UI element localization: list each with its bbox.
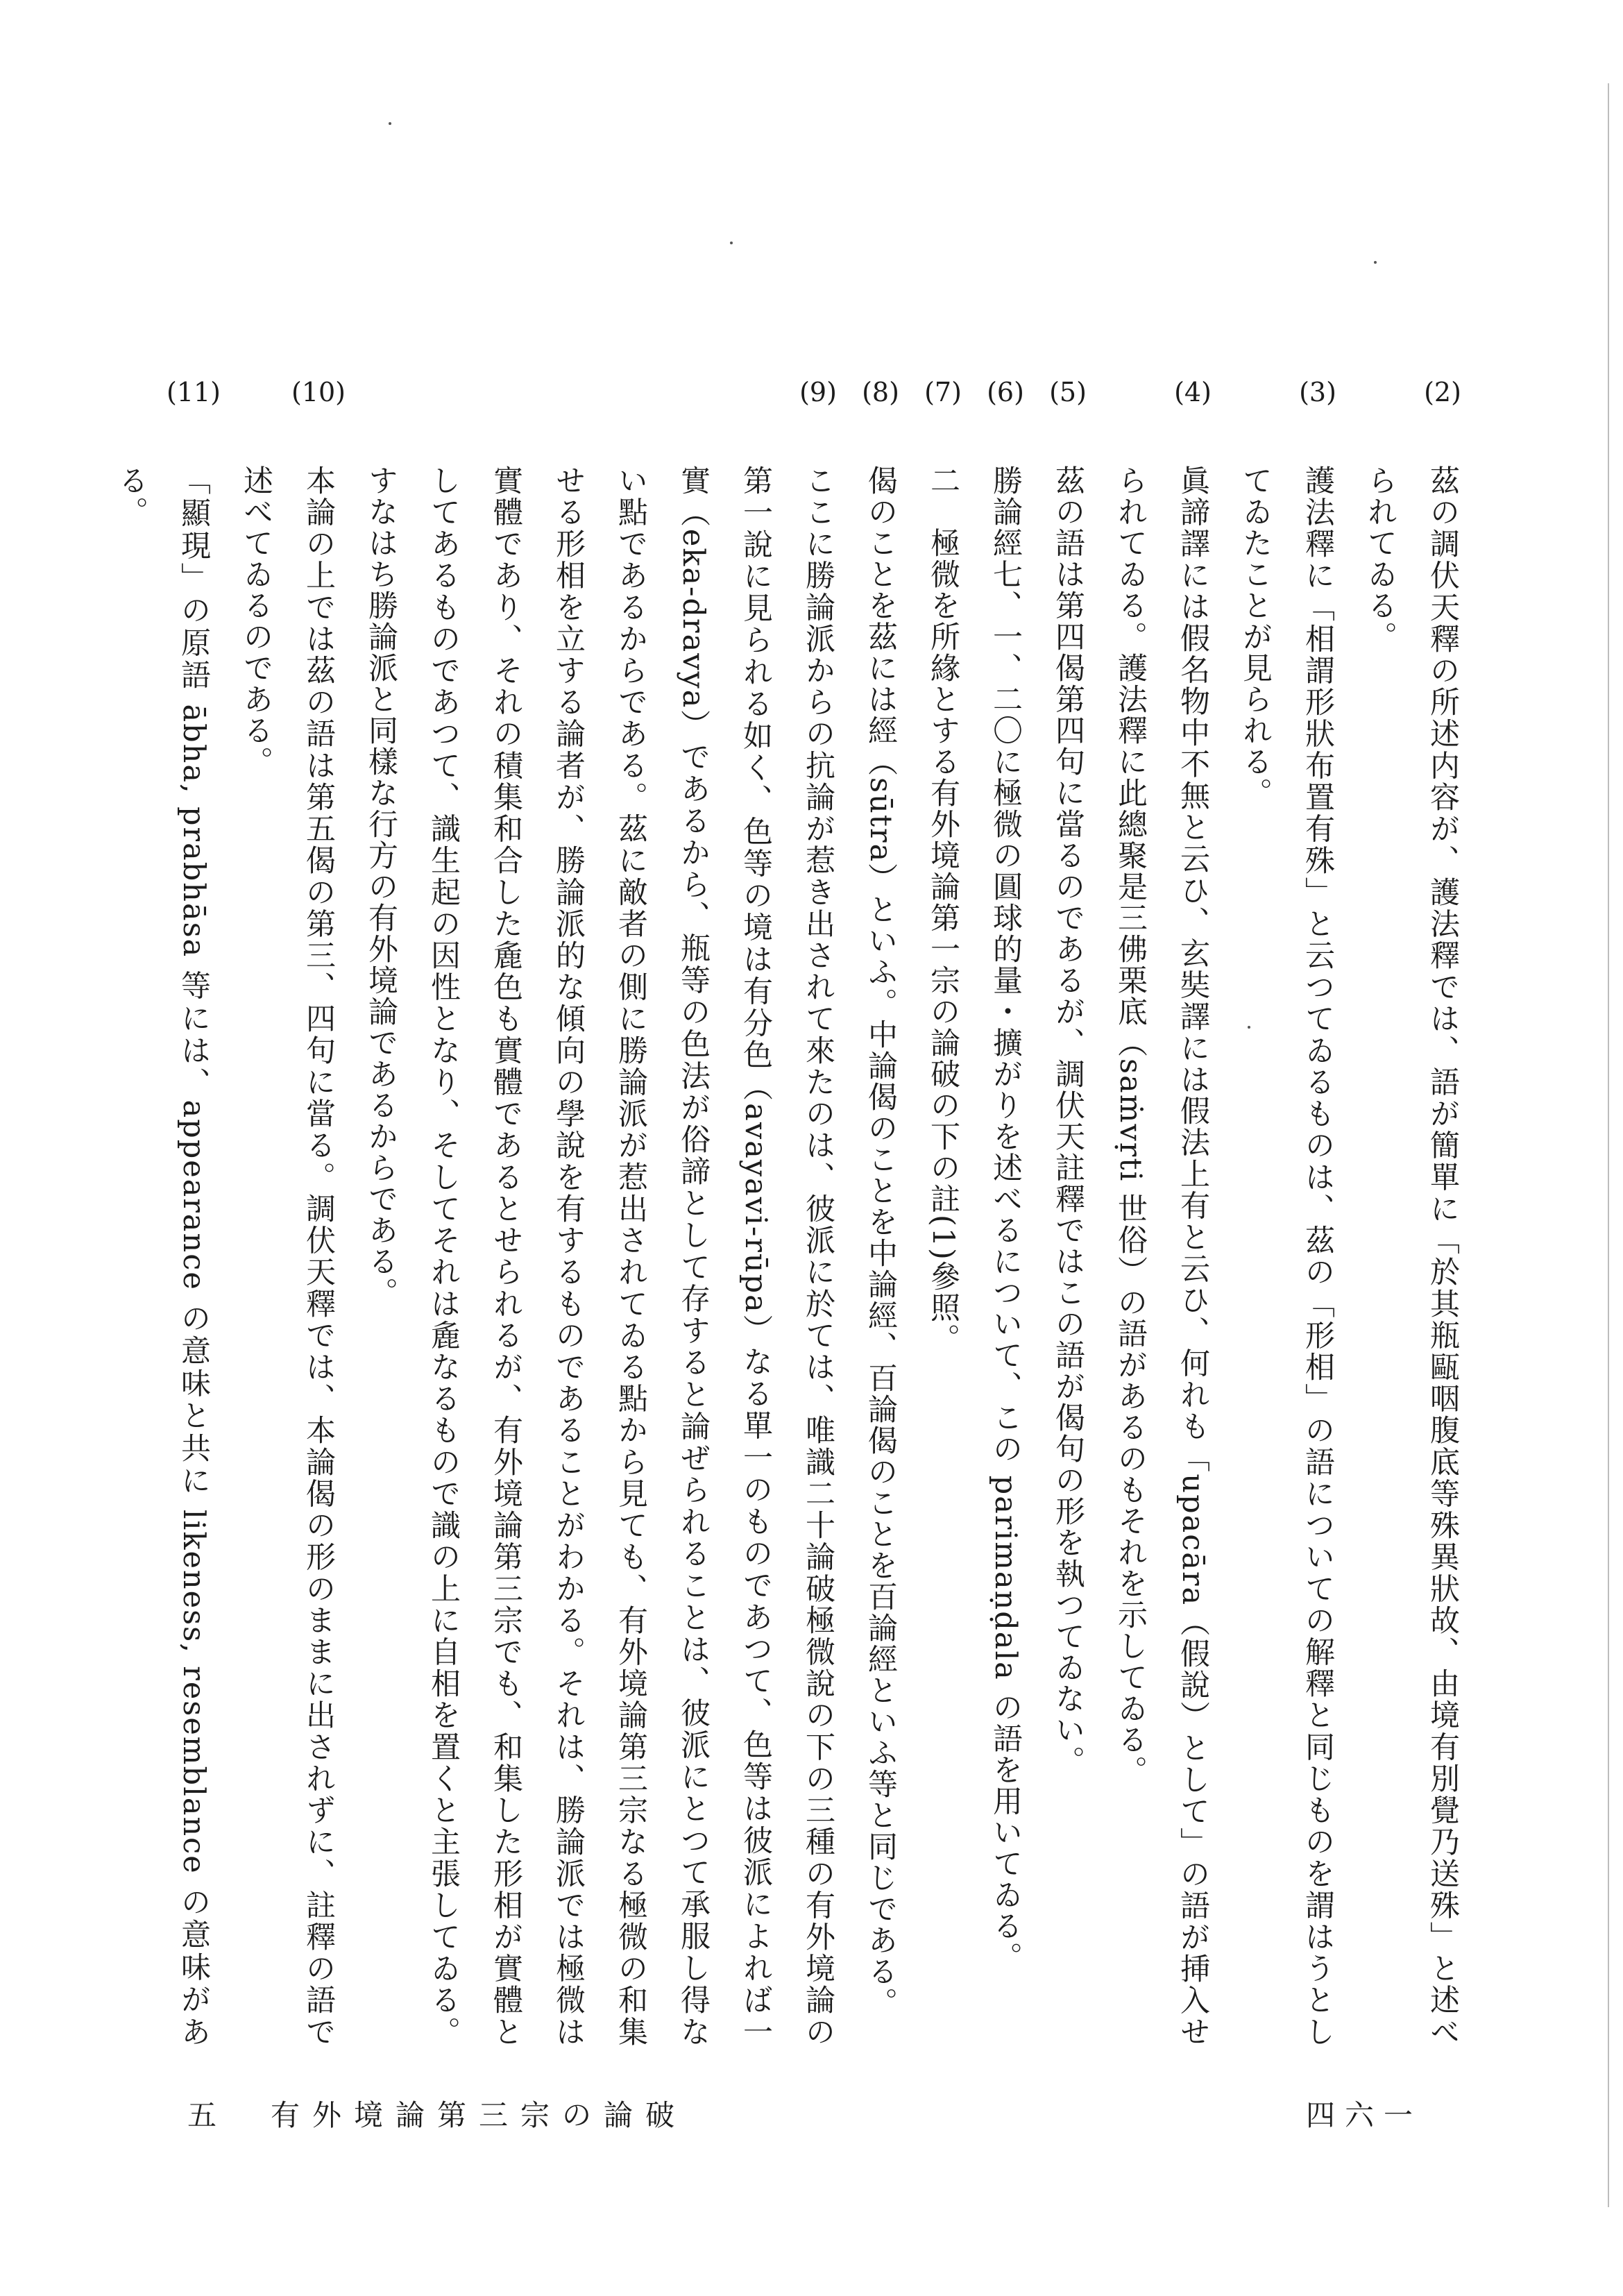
footnote-number: (7) [924,377,962,407]
running-title: 五 有外境論第三宗の論破 [187,2098,688,2132]
footnote-text: 護法釋に「相謂形狀布置有殊」と云つてゐるものは、茲の「形相」の語についての解釋と同じものを謂はうとしてゐたことが見られる。 [1238,465,1335,2048]
footnote-4 [1099,361,1224,2048]
footnote-7 [912,361,974,2048]
footnote-6 [974,361,1037,2048]
page-number: 四六一 [1305,2098,1422,2132]
footnote-3 [1224,361,1349,2048]
footnote-2 [1349,361,1474,2048]
footnote-text: 「顯現」の原語 ābha, prabhāsa 等には、appearance の意味と共に likeness, resemblance の意味がある。 [114,465,211,2048]
footnote-number: (9) [799,377,837,407]
footnote-text: 二 極微を所緣とする有外境論第一宗の論破の下の註(1)參照。 [926,465,960,1355]
footnote-number: (6) [987,377,1024,407]
footnote-text: ここに勝論派からの抗論が惹き出されて來たのは、彼派に於ては、唯識二十論破極微說の下の三種の有外境論の第一說に見られる如く、色等の境は有分色（avayavi-rūpa）なる單一のものであつて、色等は彼派によれば一實（eka-dravya）であるから、瓶等の色法が俗諦として存すると論ぜられることは、彼派にとつて承服し得ない點であるからである。茲に敵者の側に勝論派が惹出されてゐる點から見ても、有外境論第三宗なる極微の和集せる形相を立する論者が、勝論派的な傾向の學說を有するものであることがわかる。それは、勝論派では極微は實體であり、それの積集和合した麁色も實體であるとせられるが、有外境論第三宗でも、和集した形相が實體としてあるものであつて、識生起の因性となり、そしてそれは麁なるもので識の上に自相を置くと主張してゐる。すなはち勝論派と同樣な行方の有外境論であるからである。 [364,465,835,2048]
footnotes-block [114,361,1474,2048]
footnote-number: (2) [1424,377,1461,407]
page-footer [187,2093,1422,2148]
footnote-10 [225,361,350,2048]
footnote-number: (11) [167,377,221,407]
footnote-number: (8) [862,377,899,407]
footnote-number: (4) [1174,377,1212,407]
footnote-text: 本論の上では茲の語は第五偈の第三、四句に當る。調伏天釋では、本論偈の形のままに出されずに、註釋の語で述べてゐるのである。 [239,465,336,2048]
footnote-text: 勝論經七、一、二〇に極微の圓球的量・擴がりを述べるについて、この parimaṇḍala の語を用いてゐる。 [988,465,1023,1973]
footnote-number: (5) [1049,377,1087,407]
scan-speck [389,122,391,125]
scan-speck [730,242,733,244]
scan-edge-line [1608,83,1609,2207]
footnote-text: 茲の調伏天釋の所述内容が、護法釋では、語が簡單に「於其瓶甌咽腹底等殊異狀故、由境有別覺乃送殊」と述べられてゐる。 [1363,465,1460,2048]
footnote-text: 偈のことを茲には經（sūtra）といふ。中論偈のことを中論經、百論偈のことを百論經といふ等と同じである。 [863,465,898,2019]
footnote-number: (3) [1299,377,1336,407]
scan-speck [1374,261,1377,264]
footnote-11 [100,361,225,2048]
footnote-8 [849,361,912,2048]
footnote-5 [1037,361,1099,2048]
footnote-9 [350,361,849,2048]
footnote-number: (10) [291,377,346,407]
footnote-text: 茲の語は第四偈第四句に當るのであるが、調伏天註釋ではこの語が偈句の形を執つてゐない。 [1051,465,1085,1777]
footnote-text: 眞諦譯には假名物中不無と云ひ、玄奘譯には假法上有と云ひ、何れも「upacāra（假說）として」の語が挿入せられてゐる。護法釋に此總聚是三佛栗底（saṁvṛti 世俗）の語があるのもそれを示してゐる。 [1113,465,1210,2048]
